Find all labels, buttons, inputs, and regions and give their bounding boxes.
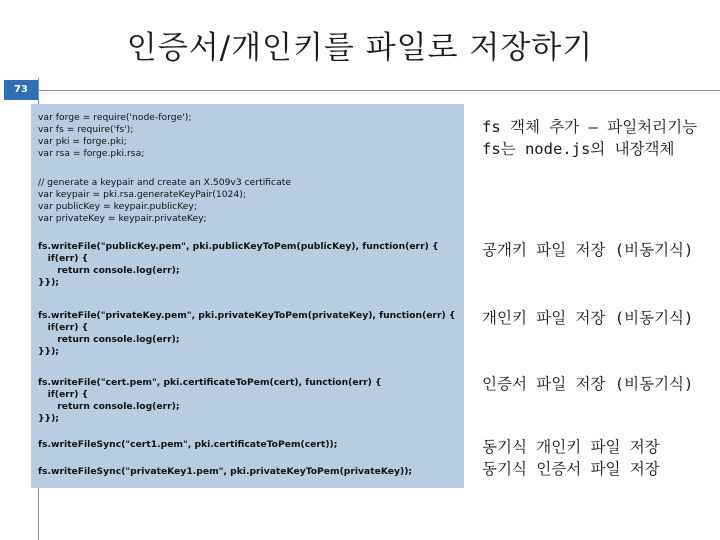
code-block-write-private-key-sync: fs.writeFileSync("privateKey1.pem", pki.privateKeyToPem(privateKey)); (38, 466, 413, 477)
horizontal-divider (4, 90, 720, 91)
code-block-imports: var forge = require('node-forge'); var fs = require('fs'); var pki = forge.pki; var rsa = forge.pki.rsa; (38, 112, 192, 159)
note-cert-save: 인증서 파일 저장 (비동기식) (482, 375, 694, 393)
code-block-write-public-key: fs.writeFile("publicKey.pem", pki.publicKeyToPem(publicKey), function(err) { if(err) { return console.log(err); }}); (38, 241, 439, 288)
note-public-key-save: 공개키 파일 저장 (비동기식) (482, 241, 694, 259)
code-block-write-cert: fs.writeFile("cert.pem", pki.certificateToPem(cert), function(err) { if(err) { return console.log(err); }}); (38, 377, 382, 424)
code-block-keypair: // generate a keypair and create an X.509v3 certificate var keypair = pki.rsa.generateKeyPair(1024); var publicKey = keypair.publicKey; var privateKey = keypair.privateKey; (38, 177, 291, 224)
slide-number: 73 (4, 80, 38, 100)
page-title: 인증서/개인키를 파일로 저장하기 (126, 30, 594, 66)
code-block-write-cert-sync: fs.writeFileSync("cert1.pem", pki.certificateToPem(cert)); (38, 439, 338, 450)
code-panel (31, 104, 464, 488)
note-sync-save: 동기식 개인키 파일 저장 동기식 인증서 파일 저장 (482, 438, 660, 478)
code-block-write-private-key: fs.writeFile("privateKey.pem", pki.privateKeyToPem(privateKey), function(err) { if(err) { return console.log(err); }}); (38, 310, 456, 357)
note-fs-object: fs 객체 추가 – 파일처리기능 fs는 node.js의 내장객체 (482, 118, 698, 158)
note-private-key-save: 개인키 파일 저장 (비동기식) (482, 309, 694, 327)
